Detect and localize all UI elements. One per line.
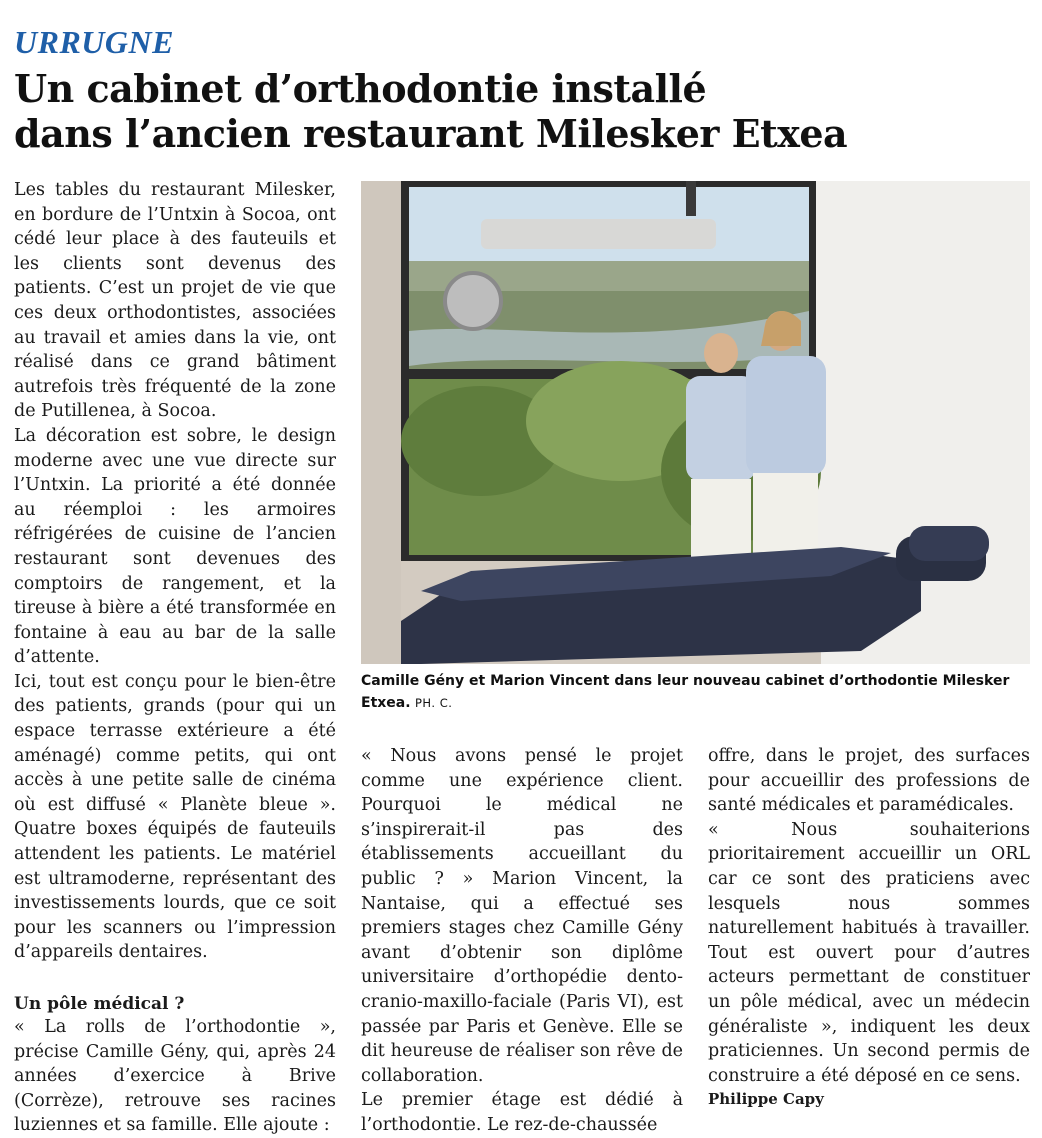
photo-credit: PH. C. — [415, 696, 453, 710]
author-byline: Philippe Capy — [708, 1090, 824, 1109]
photo-caption — [361, 670, 1030, 714]
subheading: Un pôle médical ? — [14, 994, 185, 1014]
paragraph-7: offre, dans le projet, des surfaces pour accueillir des professions de santé médicales et paramédicales. — [708, 746, 1030, 816]
paragraph-1: Les tables du restaurant Milesker, en bordure de l’Untxin à Socoa, ont cédé leur place à des fauteuils et les clients sont devenus des patients. C’est un projet de vie que ces deux orthodontistes, associées au travail et amies dans la vie, ont réalisé dans ce grand bâtiment autrefois très fréquenté de la zone de Putillenea, à Socoa. — [14, 180, 336, 422]
paragraph-2: La décoration est sobre, le design moderne avec une vue directe sur l’Untxin. La priorité a été donnée au réemploi : les armoires réfrigérées de cuisine de l’ancien restaurant sont devenues des comptoirs de rangement, et la tireuse à bière a été transformée en fontaine à eau au bar de la salle d’attente. — [14, 425, 336, 668]
paragraph-4: « La rolls de l’orthodontie », précise Camille Gény, qui, après 24 années d’exercice à Brive (Corrèze), retrouve ses racines luziennes et sa famille. Elle ajoute : — [14, 1017, 336, 1136]
paragraph-5: « Nous avons pensé le projet comme une expérience client. Pourquoi le médical ne s’inspirerait-il pas des établissements accueillant du public ? » Marion Vincent, la Nantaise, qui a effectué ses premiers stages chez Camille Gény avant d’obtenir son diplôme universitaire d’orthopédie dento-cranio-maxillo-faciale (Paris VI), est passée par Paris et Genève. Elle se dit heureuse de réaliser son rêve de collaboration. — [361, 746, 683, 1086]
column-3 — [708, 744, 1030, 1110]
headline — [14, 66, 1034, 156]
paragraph-6: Le premier étage est dédié à l’orthodontie. Le rez-de-chaussée — [361, 1090, 683, 1135]
paragraph-8: « Nous souhaiterions prioritairement accueillir un ORL car ce sont des praticiens avec lesquels nous sommes naturellement habitués à travailler. Tout est ouvert pour d’autres acteurs permettant de constituer un pôle médical, avec un médecin généraliste », indiquent les deux praticiennes. Un second permis de construire a été déposé en ce sens. — [708, 819, 1030, 1086]
column-1 — [14, 178, 336, 1138]
photo-illustration — [361, 181, 1030, 664]
paragraph-3: Ici, tout est conçu pour le bien-être des patients, grands (pour qui un espace terrasse extérieure a été aménagé) comme petits, qui ont accès à une petite salle de cinéma où est diffusé « Planète bleue ». Quatre boxes équipés de fauteuils attendent les patients. Le matériel est ultramoderne, représentant des investissements lourds, que ce soit pour les scanners ou l’impression d’appareils dentaires. — [14, 671, 336, 963]
section-kicker: URRUGNE — [14, 24, 174, 60]
column-2 — [361, 744, 683, 1138]
headline-line-2: dans l’ancien restaurant Milesker Etxea — [14, 111, 848, 156]
caption-text: Camille Gény et Marion Vincent dans leur nouveau cabinet d’orthodontie Milesker Etxea. — [361, 673, 1010, 711]
headline-line-1: Un cabinet d’orthodontie installé — [14, 66, 707, 111]
article-photo — [361, 181, 1030, 664]
